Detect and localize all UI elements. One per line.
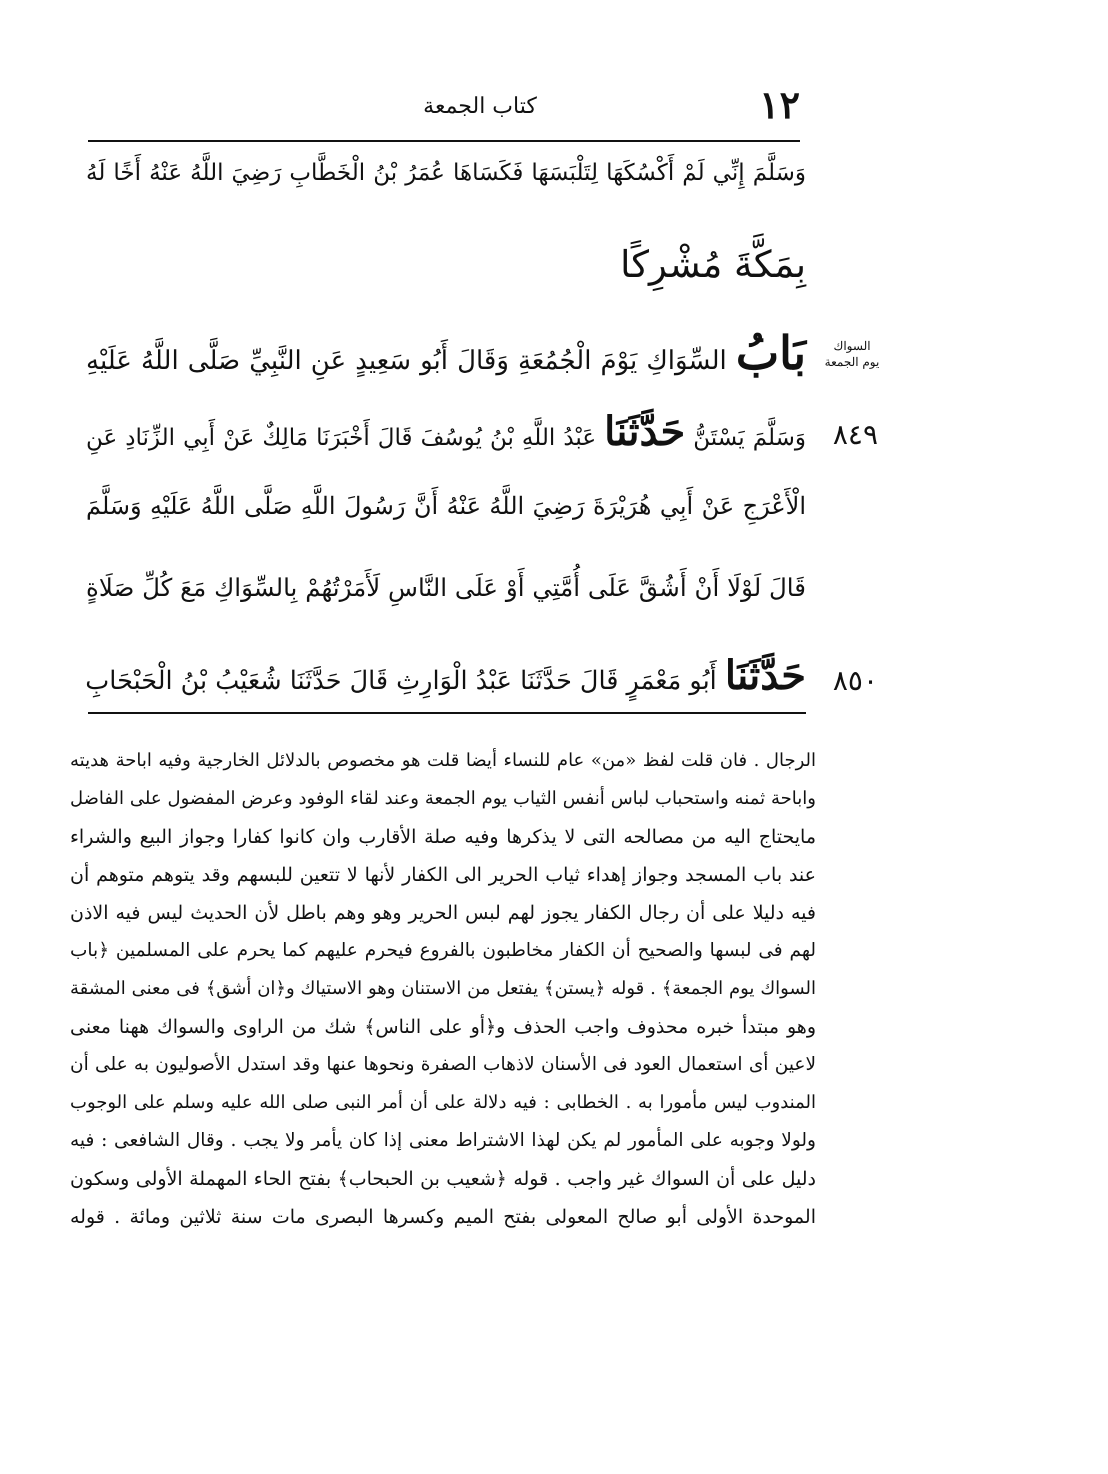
hadith-text: أَبُو مَعْمَرٍ قَالَ حَدَّثَنَا عَبْدُ الْوَارِثِ قَالَ حَدَّثَنَا شُعَيْبُ بْنُ الْحَبْحَابِ bbox=[85, 666, 717, 696]
commentary-line: لهم فى لبسها والصحيح أن الكفار مخاطبون بالفروع فيحرم عليهم كما يحرم على المسلمين ﴿باب bbox=[70, 940, 816, 961]
main-text-line: الْأَعْرَجِ عَنْ أَبِي هُرَيْرَةَ رَضِيَ اللَّهُ عَنْهُ أَنَّ رَسُولَ اللَّهِ صَلَّى اللَّهُ عَلَيْهِ وَسَلَّمَ bbox=[86, 492, 806, 520]
commentary-line: عند باب المسجد وجواز إهداء ثياب الحرير الى الكفار لأنها لا تتعين للبسهم وقد يتوهم متوهم أن bbox=[70, 864, 816, 886]
commentary-line: وهو مبتدأ خبره محذوف واجب الحذف و﴿أو على الناس﴾ شك من الراوى والسواك ههنا معنى bbox=[70, 1016, 816, 1038]
page-header bbox=[90, 82, 800, 132]
hadith-prefix: وَسَلَّمَ يَسْتَنُّ bbox=[693, 425, 806, 451]
commentary-line: السواك يوم الجمعة﴾ . قوله ﴿يستن﴾ يفتعل من الاستنان وهو الاستياك و﴿ان أشق﴾ فى معنى المشقة bbox=[70, 978, 816, 999]
commentary-line: مايحتاج اليه من مصالحه التى لا يذكرها وفيه صلة الأقارب وان كانوا كفارا وجواز البيع والشراء bbox=[70, 826, 816, 848]
main-text-line: قَالَ لَوْلَا أَنْ أَشُقَّ عَلَى أُمَّتِي أَوْ عَلَى النَّاسِ لَأَمَرْتُهُمْ بِالسِّوَاكِ مَعَ كُلِّ صَلَاةٍ bbox=[86, 573, 806, 602]
commentary-line: فيه دليلا على أن رجال الكفار يجوز لهم لبس الحرير وهو وهم باطل لأن الحديث ليس فيه الاذن bbox=[70, 902, 816, 924]
main-text-line: وَسَلَّمَ إِنِّي لَمْ أَكْسُكَهَا لِتَلْبَسَهَا فَكَسَاهَا عُمَرُ بْنُ الْخَطَّابِ رَضِيَ اللَّهُ عَنْهُ أَخًا لَهُ bbox=[86, 160, 806, 186]
hadith-line bbox=[85, 652, 806, 699]
hadith-number: ٨٥٠ bbox=[832, 664, 878, 697]
bab-word: بَابُ bbox=[735, 326, 806, 380]
commentary-line: دليل على أن السواك غير واجب . قوله ﴿شعيب بن الحبحاب﴾ بفتح الحاء المهملة الأولى وسكون bbox=[70, 1168, 816, 1190]
bab-text: السِّوَاكِ يَوْمَ الْجُمُعَةِ وَقَالَ أَبُو سَعِيدٍ عَنِ النَّبِيِّ صَلَّى اللَّهُ عَلَيْهِ bbox=[86, 346, 727, 376]
commentary-line: الموحدة الأولى أبو صالح المعولى بفتح الميم وكسرها البصرى مات سنة ثلاثين ومائة . قوله bbox=[70, 1206, 816, 1228]
commentary-line: المندوب ليس مأمورا به . الخطابى : فيه دلالة على أن أمر النبى صلى الله عليه وسلم على الوجوب bbox=[70, 1092, 816, 1113]
header-rule bbox=[88, 140, 800, 142]
commentary-line: لاعين أى استعمال العود فى الأسنان لاذهاب الصفرة ونحوها عنها وقد استدل الأصوليون به على أن bbox=[70, 1054, 816, 1075]
margin-note: السواك يوم الجمعة bbox=[824, 339, 880, 369]
page-number: ١٢ bbox=[759, 82, 800, 127]
hadith-line bbox=[86, 408, 806, 455]
hadith-number: ٨٤٩ bbox=[832, 418, 878, 451]
commentary-line: واباحة ثمنه واستحباب لباس أنفس الثياب يوم الجمعة وعند لقاء الوفود وعرض المفضول على الفاضل bbox=[70, 788, 816, 809]
commentary-separator bbox=[88, 712, 806, 714]
hadith-text: عَبْدُ اللَّهِ بْنُ يُوسُفَ قَالَ أَخْبَرَنَا مَالِكٌ عَنْ أَبِي الزِّنَادِ عَنِ bbox=[86, 425, 597, 451]
haddathana-word: حَدَّثَنَا bbox=[604, 408, 686, 455]
chapter-title: كتاب الجمعة bbox=[423, 94, 537, 119]
bab-heading-line bbox=[86, 326, 806, 380]
commentary-line: الرجال . فان قلت لفظ «من» عام للنساء أيضا قلت هو مخصوص بالدلائل الخارجية وفيه اباحة هديته bbox=[70, 750, 816, 771]
commentary-line: ولولا وجوبه على المأمور لم يكن لهذا الاشتراط معنى إذا كان يأمر ولا يجب . وقال الشافعى : فيه bbox=[70, 1130, 816, 1151]
haddathana-word: حَدَّثَنَا bbox=[724, 652, 806, 699]
main-text-line: بِمَكَّةَ مُشْرِكًا bbox=[620, 243, 806, 286]
